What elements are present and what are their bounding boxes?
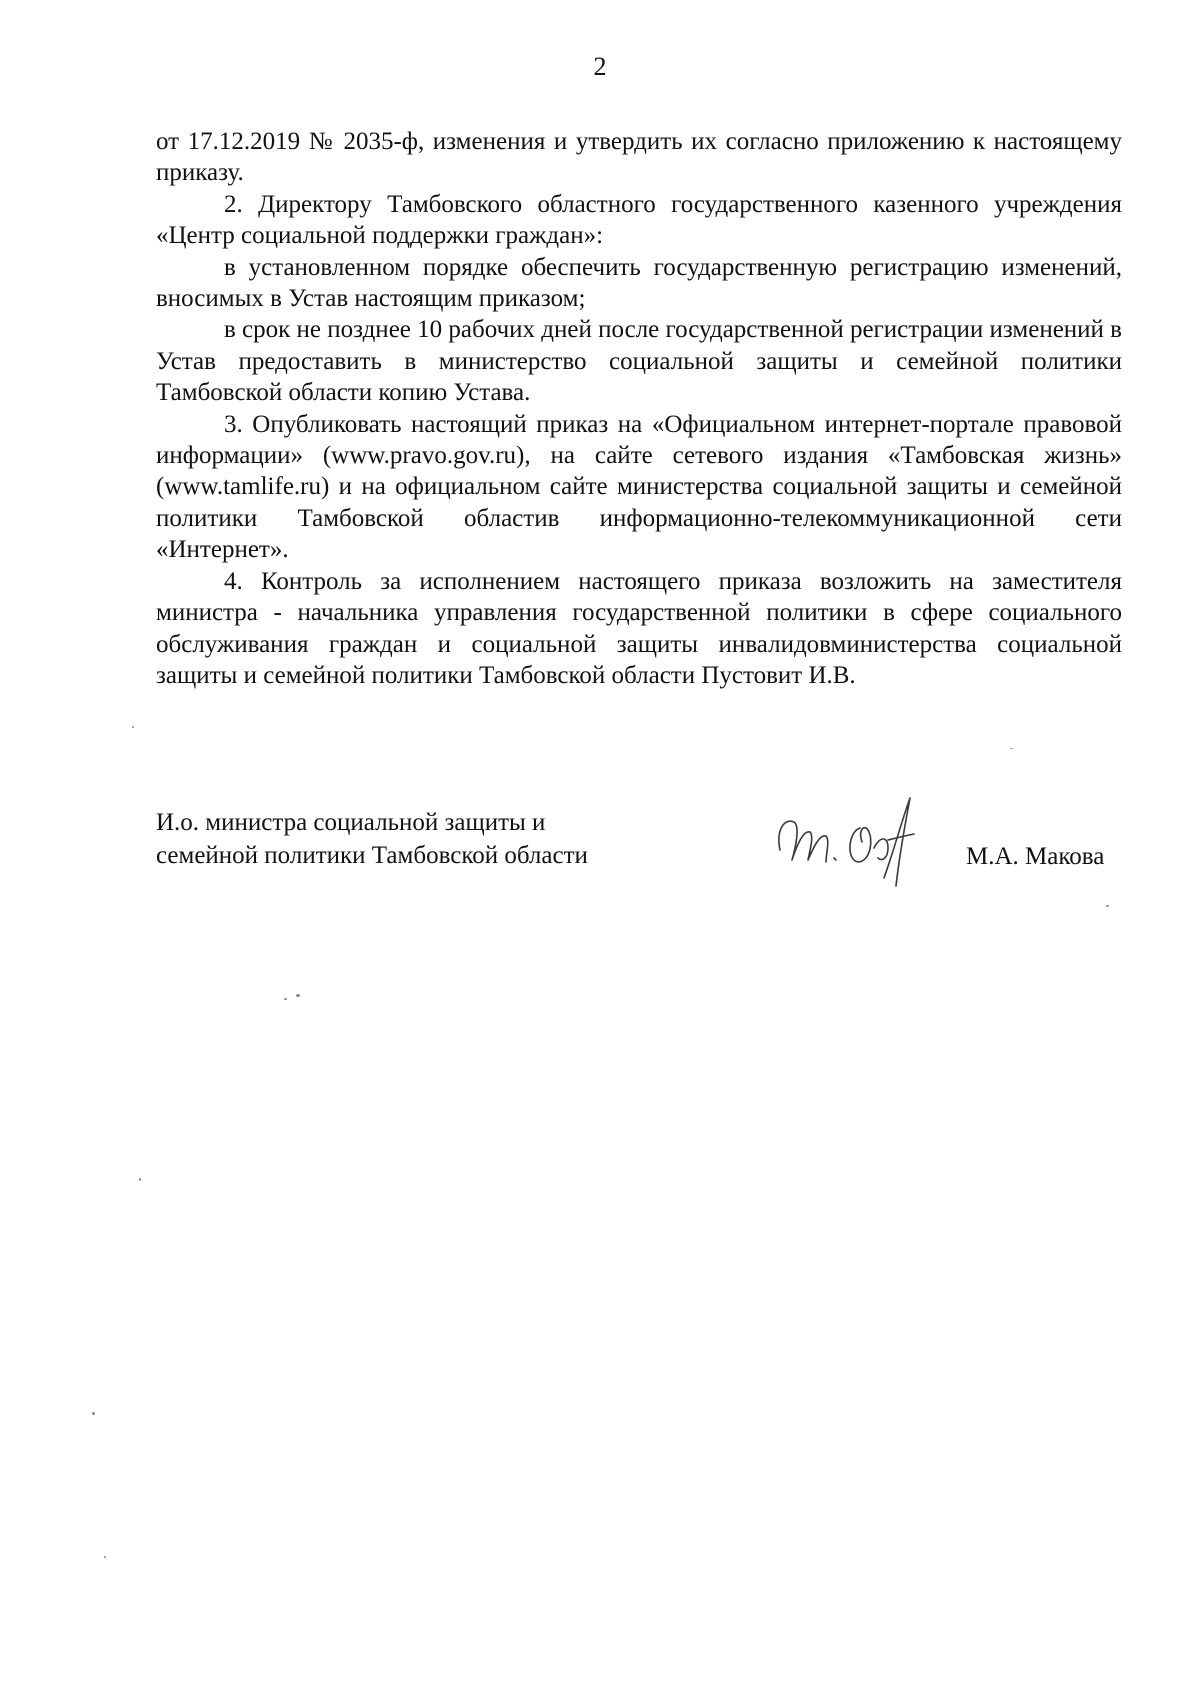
scan-speck	[132, 726, 134, 728]
paragraph-2-subitem-2: в срок не позднее 10 рабочих дней после государственной регистрации изменений в Устав предоставить в министерство социальной защиты и семейной политики Тамбовской области копию Устава.	[156, 316, 1122, 407]
page-number: 2	[593, 52, 607, 81]
scan-speck	[284, 998, 287, 1000]
paragraph-1-continuation: от 17.12.2019 № 2035-ф, изменения и утвердить их согласно приложению к настоящему приказу.	[156, 128, 1122, 187]
handwritten-signature	[770, 790, 960, 900]
paragraph-2-subitem-1: в установленном порядке обеспечить государственную регистрацию изменений, вносимых в Устав настоящим приказом;	[156, 253, 1122, 313]
paragraph-2: 2. Директору Тамбовского областного государственного казенного учреждения «Центр социальной поддержки граждан»:	[156, 190, 1122, 250]
scan-speck	[92, 1412, 95, 1415]
signatory-position	[156, 806, 588, 872]
document-body	[156, 126, 1122, 691]
signatory-position-line-2: семейной политики Тамбовской области	[156, 842, 588, 869]
scan-speck	[296, 994, 300, 997]
paragraph-4: 4. Контроль за исполнением настоящего приказа возложить на заместителя министра - начальника управления государственной политики в сфере социального обслуживания граждан и социальной защиты инвалидовминистерства социальной защиты и семейной политики Тамбовской области Пустовит И.В.	[156, 567, 1122, 689]
paragraph-3: 3. Опубликовать настоящий приказ на «Официальном интернет-портале правовой информации» (www.pravo.gov.ru), на сайте сетевого издания «Тамбовская жизнь» (www.tamlife.ru) и на официальном сайте министерства социальной защиты и семейной политики Тамбовской областив информационно-телекоммуникационной сети «Интернет».	[156, 410, 1122, 564]
scan-speck	[1106, 905, 1109, 907]
scan-speck	[139, 1178, 141, 1181]
scan-speck	[104, 1556, 106, 1558]
scan-speck	[1010, 748, 1013, 749]
signatory-position-line-1: И.о. министра социальной защиты и	[156, 809, 546, 836]
signer-name: М.А. Макова	[966, 843, 1105, 870]
